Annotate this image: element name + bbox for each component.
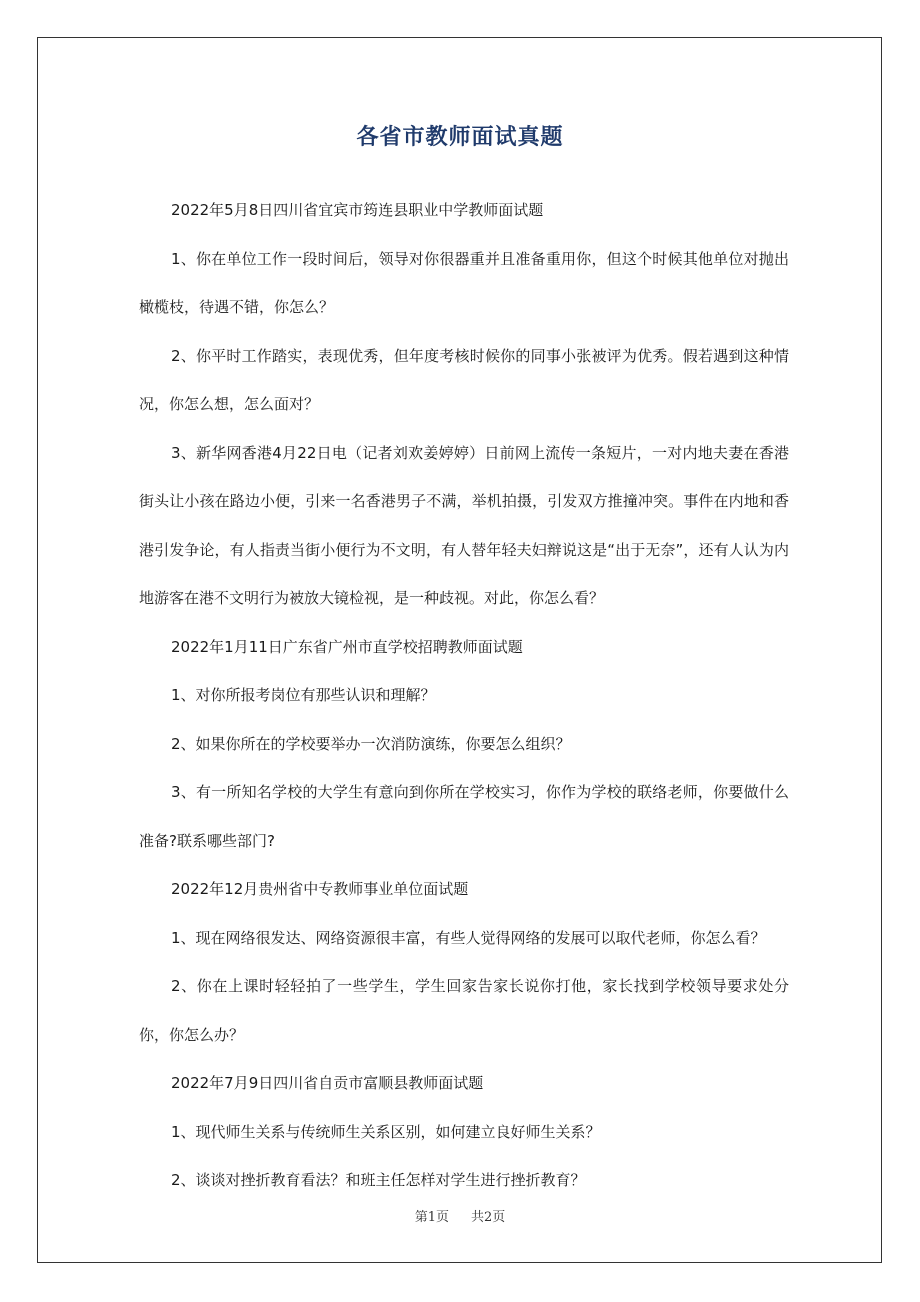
question-paragraph: 3、有一所知名学校的大学生有意向到你所在学校实习，你作为学校的联络老师，你要做什么准备?联系哪些部门? xyxy=(139,783,789,850)
page-footer xyxy=(0,1206,920,1225)
document-body xyxy=(139,186,789,1205)
question-paragraph: 1、你在单位工作一段时间后，领导对你很器重并且准备重用你，但这个时候其他单位对抛出橄榄枝，待遇不错，你怎么？ xyxy=(139,249,789,316)
question-paragraph: 1、对你所报考岗位有那些认识和理解？ xyxy=(171,686,436,704)
page-total: 共2页 xyxy=(471,1210,506,1225)
question-paragraph: 1、现在网络很发达、网络资源很丰富，有些人觉得网络的发展可以取代老师，你怎么看？ xyxy=(171,928,766,947)
section-heading: 2022年7月9日四川省自贡市富顺县教师面试题 xyxy=(171,1074,484,1092)
document-title: 各省市教师面试真题 xyxy=(356,125,564,150)
section-heading: 2022年5月8日四川省宜宾市筠连县职业中学教师面试题 xyxy=(171,201,544,219)
question-paragraph: 3、新华网香港4月22日电（记者刘欢姜婷婷）日前网上流传一条短片，一对内地夫妻在香港街头让小孩在路边小便，引来一名香港男子不满，举机拍摄，引发双方推撞冲突。事件在内地和香港引发争论，有人指责当街小便行为不文明，有人替年轻夫妇辩说这是“出于无奈”，还有人认为内地游客在港不文明行为被放大镜检视，是一种歧视。对此，你怎么看？ xyxy=(139,443,789,607)
question-paragraph: 2、谈谈对挫折教育看法？和班主任怎样对学生进行挫折教育？ xyxy=(171,1171,586,1189)
question-paragraph: 2、你在上课时轻轻拍了一些学生，学生回家告家长说你打他，家长找到学校领导要求处分你，你怎么办？ xyxy=(139,977,789,1044)
section-heading: 2022年12月贵州省中专教师事业单位面试题 xyxy=(171,880,469,898)
page-number: 第1页 xyxy=(414,1210,449,1225)
section-heading: 2022年1月11日广东省广州市直学校招聘教师面试题 xyxy=(171,637,523,656)
question-paragraph: 2、如果你所在的学校要举办一次消防演练，你要怎么组织？ xyxy=(171,734,571,753)
question-paragraph: 1、现代师生关系与传统师生关系区别，如何建立良好师生关系？ xyxy=(171,1122,601,1141)
question-paragraph: 2、你平时工作踏实，表现优秀，但年度考核时候你的同事小张被评为优秀。假若遇到这种情况，你怎么想，怎么面对？ xyxy=(139,346,789,413)
